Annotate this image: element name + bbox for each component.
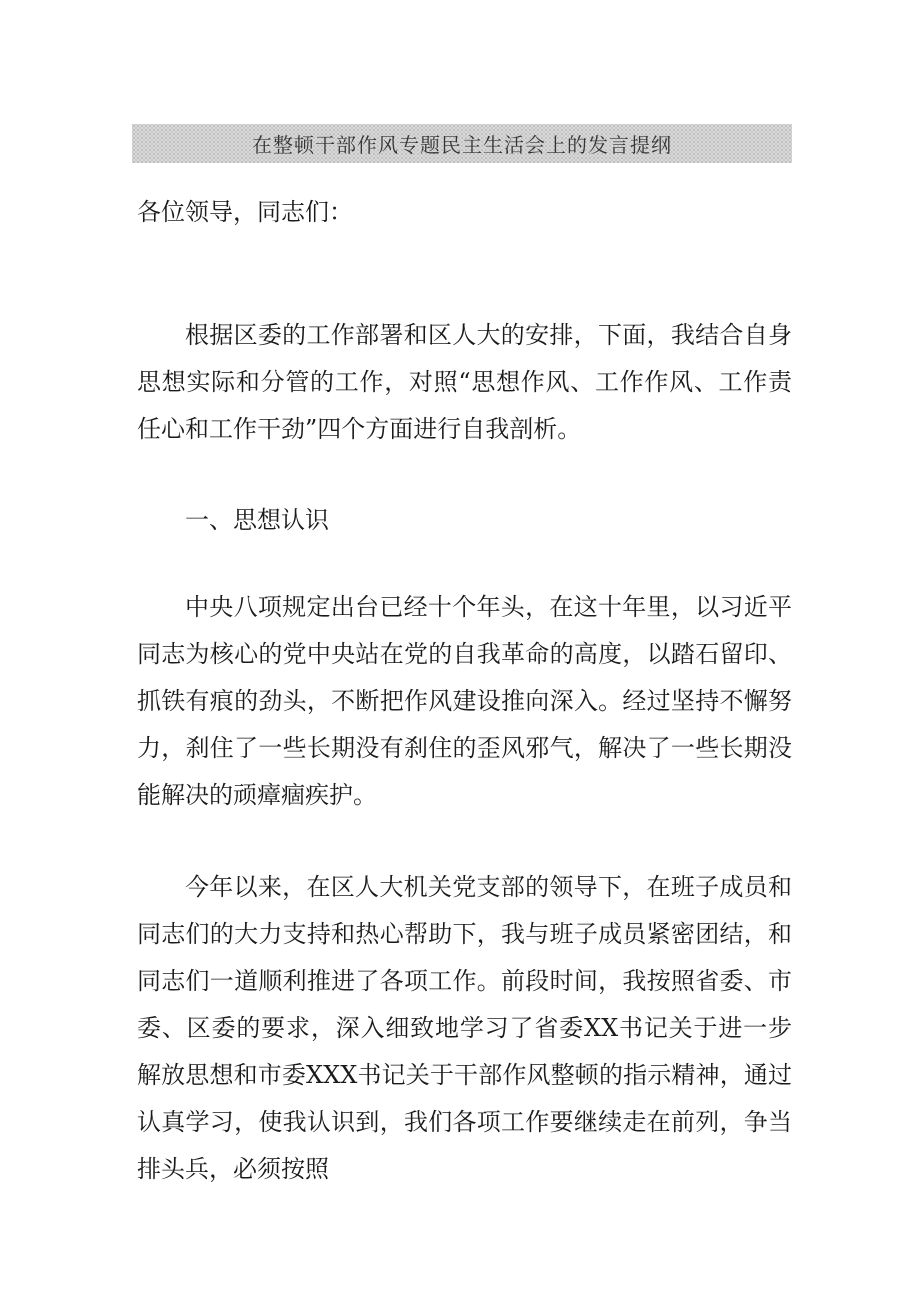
paragraph-eight-rules: 中央八项规定出台已经十个年头，在这十年里，以习近平同志为核心的党中央站在党的自我革命的高度，以踏石留印、抓铁有痕的劲头，不断把作风建设推向深入。经过坚持不懈努力，刹住了一些长期没有刹住的歪风邪气，解决了一些长期没能解决的顽瘴痼疾护。	[137, 593, 792, 809]
section-heading: 一、思想认识	[185, 506, 329, 534]
paragraph-this-year: 今年以来，在区人大机关党支部的领导下，在班子成员和同志们的大力支持和热心帮助下，我与班子成员紧密团结，和同志们一道顺利推进了各项工作。前段时间，我按照省委、市委、区委的要求，深入细致地学习了省委XX书记关于进一步解放思想和市委XXX书记关于干部作风整顿的指示精神，通过认真学习，使我认识到，我们各项工作要继续走在前列，争当排头兵，必须按照	[137, 873, 792, 1183]
document-title: 在整顿干部作风专题民主生活会上的发言提纲	[252, 133, 672, 157]
greeting: 各位领导，同志们：	[137, 198, 353, 226]
paragraph-intro: 根据区委的工作部署和区人大的安排，下面，我结合自身思想实际和分管的工作，对照“思想作风、工作作风、工作责任心和工作干劲”四个方面进行自我剖析。	[137, 321, 792, 443]
title-banner	[132, 124, 792, 163]
